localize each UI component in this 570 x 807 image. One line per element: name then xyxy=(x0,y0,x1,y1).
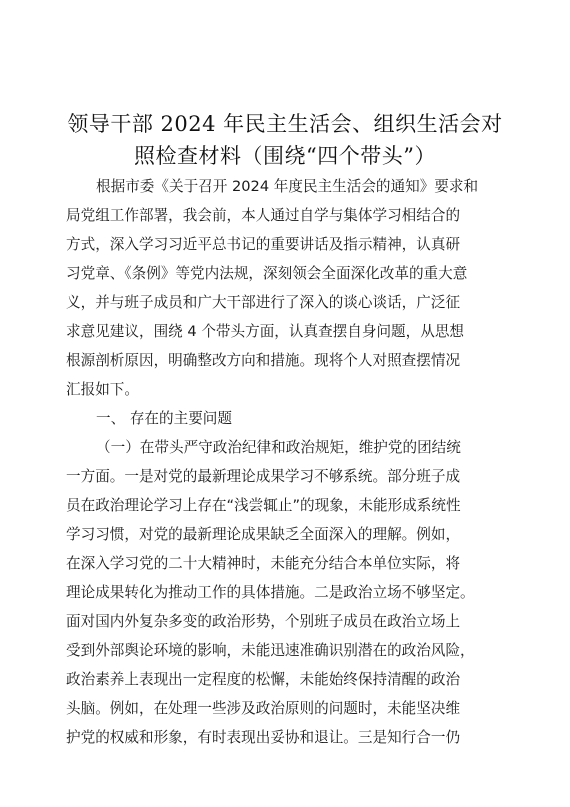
paragraph-2-line-8: 政治素养上表现出一定程度的松懈，未能始终保持清醒的政治 xyxy=(66,671,461,688)
paragraph-0-line-0: 根据市委《关于召开 2024 年度民主生活会的通知》要求和 xyxy=(96,178,479,195)
document-title-line-1: 领导干部 2024 年民主生活会、组织生活会对 xyxy=(67,112,503,136)
paragraph-0-line-5: 求意见建议，围绕 4 个带头方面，认真查摆自身问题，从思想 xyxy=(66,323,465,340)
paragraph-0-line-4: 义，并与班子成员和广大干部进行了深入的谈心谈话，广泛征 xyxy=(66,294,461,311)
paragraph-2-line-9: 头脑。例如，在处理一些涉及政治原则的问题时，未能坚决维 xyxy=(66,700,461,717)
paragraph-0-line-2: 方式，深入学习习近平总书记的重要讲话及指示精神，认真研 xyxy=(66,236,461,253)
paragraph-0-line-7: 汇报如下。 xyxy=(66,381,139,398)
paragraph-0-line-3: 习党章、《条例》等党内法规，深刻领会全面深化改革的重大意 xyxy=(66,265,468,282)
paragraph-2-line-7: 受到外部舆论环境的影响，未能迅速准确识别潜在的政治风险， xyxy=(66,642,475,659)
document-body xyxy=(66,172,506,752)
paragraph-2-line-2: 员在政治理论学习上存在“浅尝辄止”的现象，未能形成系统性 xyxy=(66,497,461,514)
paragraph-1-line-0: 一、 存在的主要问题 xyxy=(96,410,232,427)
paragraph-2-line-0: （一）在带头严守政治纪律和政治规矩，维护党的团结统 xyxy=(96,439,461,456)
paragraph-2-line-5: 理论成果转化为推动工作的具体措施。二是政治立场不够坚定。 xyxy=(66,584,475,601)
paragraph-2-line-3: 学习习惯，对党的最新理论成果缺乏全面深入的理解。例如， xyxy=(66,526,461,543)
paragraph-0-line-1: 局党组工作部署，我会前，本人通过自学与集体学习相结合的 xyxy=(66,207,461,224)
paragraph-2-line-1: 一方面。一是对党的最新理论成果学习不够系统。部分班子成 xyxy=(66,468,461,485)
paragraph-2-line-10: 护党的权威和形象，有时表现出妥协和退让。三是知行合一仍 xyxy=(66,729,461,746)
paragraph-0-line-6: 根源剖析原因，明确整改方向和措施。现将个人对照查摆情况 xyxy=(66,352,461,369)
document-title-line-2: 照检查材料（围绕“四个带头”） xyxy=(134,144,436,168)
paragraph-2-line-4: 在深入学习党的二十大精神时，未能充分结合本单位实际，将 xyxy=(66,555,461,572)
paragraph-2-line-6: 面对国内外复杂多变的政治形势，个别班子成员在政治立场上 xyxy=(66,613,461,630)
